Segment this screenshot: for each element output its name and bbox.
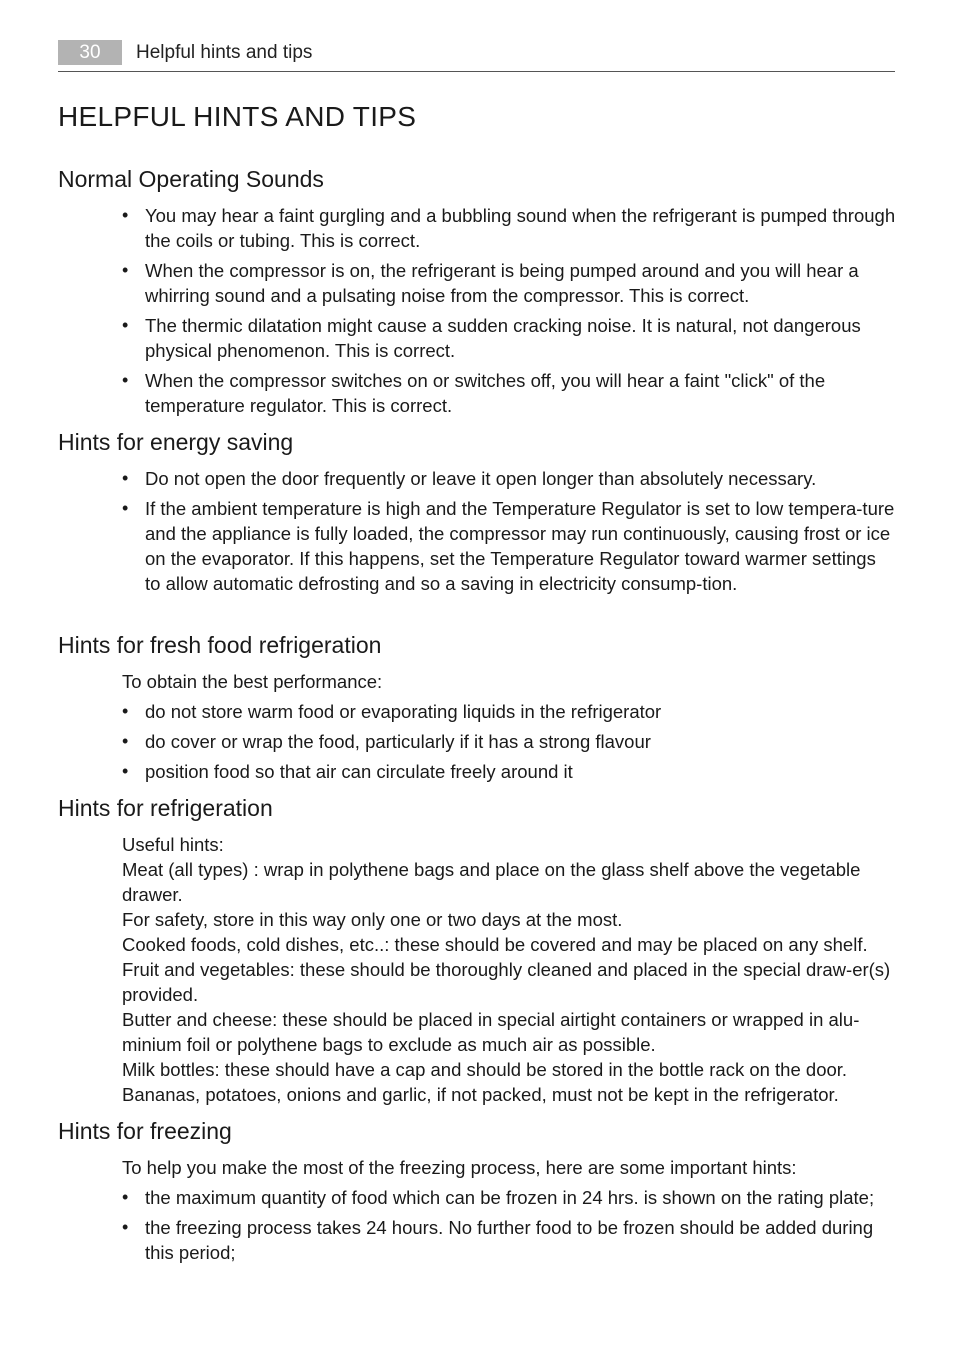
fresh-list bbox=[120, 699, 896, 789]
freezing-list bbox=[120, 1185, 896, 1270]
list-item: • position food so that air can circulate freely around it bbox=[120, 759, 896, 784]
page-number: 30 bbox=[58, 40, 122, 65]
list-item: • the freezing process takes 24 hours. No further food to be frozen should be added during this period; bbox=[120, 1215, 896, 1265]
hint-line: Useful hints: bbox=[122, 834, 224, 855]
list-item: • do cover or wrap the food, particularly if it has a strong flavour bbox=[120, 729, 896, 754]
hint-line: Milk bottles: these should have a cap and should be stored in the bottle rack on the door. bbox=[122, 1059, 848, 1080]
fresh-intro: To obtain the best performance: bbox=[122, 671, 383, 692]
hint-line: Butter and cheese: these should be placed in special airtight containers or wrapped in alu-minium foil or polythene bags to exclude as much air as possible. bbox=[122, 1009, 860, 1055]
list-item: • When the compressor switches on or switches off, you will hear a faint "click" of the temperature regulator. This is correct. bbox=[120, 368, 896, 418]
section-heading-fresh: Hints for fresh food refrigeration bbox=[58, 632, 382, 658]
list-item: • do not store warm food or evaporating liquids in the refrigerator bbox=[120, 699, 896, 724]
page-title: HELPFUL HINTS AND TIPS bbox=[58, 101, 417, 132]
list-item: • The thermic dilatation might cause a sudden cracking noise. It is natural, not dangerous physical phenomenon. This is correct. bbox=[120, 313, 896, 363]
hint-line: Meat (all types) : wrap in polythene bags and place on the glass shelf above the vegetable drawer. bbox=[122, 859, 861, 905]
list-item: • You may hear a faint gurgling and a bubbling sound when the refrigerant is pumped through the coils or tubing. This is correct. bbox=[120, 203, 896, 253]
section-heading-energy: Hints for energy saving bbox=[58, 429, 294, 455]
list-item: • the maximum quantity of food which can be frozen in 24 hrs. is shown on the rating plate; bbox=[120, 1185, 896, 1210]
list-item: • When the compressor is on, the refrigerant is being pumped around and you will hear a whirring sound and a pulsating noise from the compressor. This is correct. bbox=[120, 258, 896, 308]
freezing-intro: To help you make the most of the freezing process, here are some important hints: bbox=[122, 1157, 797, 1178]
section-heading-refrigeration: Hints for refrigeration bbox=[58, 795, 273, 821]
hint-line: Fruit and vegetables: these should be thoroughly cleaned and placed in the special draw-er(s) provided. bbox=[122, 959, 891, 1005]
energy-list bbox=[120, 466, 896, 601]
page-header bbox=[58, 40, 895, 72]
hint-line: For safety, store in this way only one or two days at the most. bbox=[122, 909, 623, 930]
section-heading-freezing: Hints for freezing bbox=[58, 1118, 232, 1144]
refrigeration-hints bbox=[122, 832, 897, 1107]
list-item: • Do not open the door frequently or leave it open longer than absolutely necessary. bbox=[120, 466, 896, 491]
hint-line: Cooked foods, cold dishes, etc..: these should be covered and may be placed on any shelf. bbox=[122, 934, 868, 955]
running-title: Helpful hints and tips bbox=[136, 42, 313, 63]
hint-line: Bananas, potatoes, onions and garlic, if not packed, must not be kept in the refrigerator. bbox=[122, 1084, 839, 1105]
section-heading-sounds: Normal Operating Sounds bbox=[58, 166, 324, 192]
list-item: • If the ambient temperature is high and the Temperature Regulator is set to low tempera-ture and the appliance is fully loaded, the compressor may run continuously, causing frost or ice on the evaporator. If this happens, set the Temperature Regulator toward warmer settings to allow automatic defrosting and so a saving in electricity consump-tion. bbox=[120, 496, 896, 596]
sounds-list bbox=[120, 203, 896, 423]
